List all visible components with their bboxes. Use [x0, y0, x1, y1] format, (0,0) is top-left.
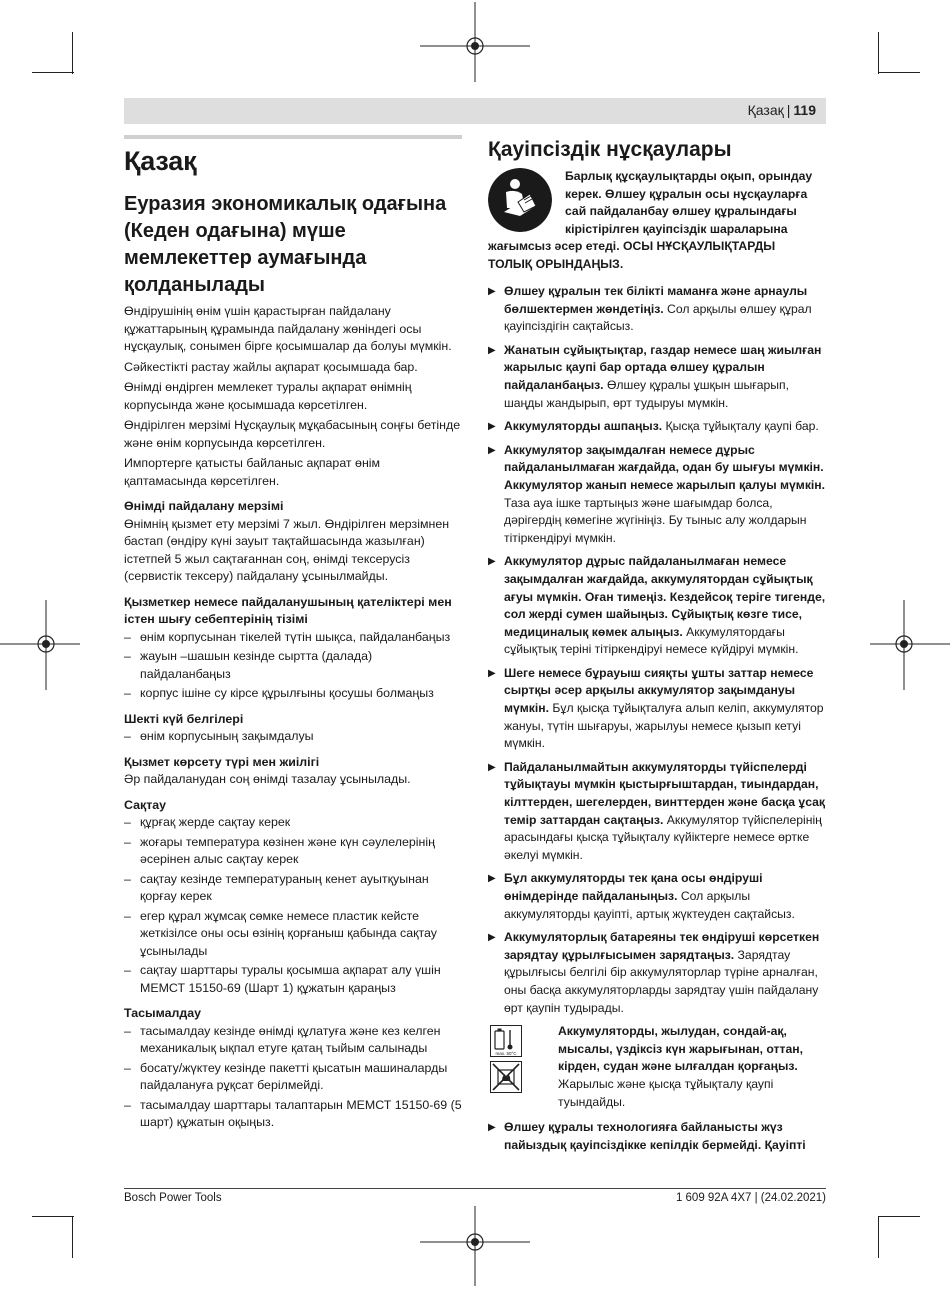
read-manual-icon	[488, 168, 552, 232]
list-item: – тасымалдау кезінде өнімді құлатуға және кез келген механикалық ықпал етуге қатаң тыйым салынады	[124, 1023, 462, 1058]
footer-doc-number: 1 609 92A 4X7 | (24.02.2021)	[675, 1192, 826, 1204]
bullet-bold-text: Аккумуляторлық батареяны тек өндіруші көрсеткен зарядтау құрылғысымен зарядтаңыз.	[504, 930, 820, 962]
bullet-text: Өлшеу құралы ұшқын шығарып, шаңды жандырып, өрт тудыруы мүмкін.	[504, 377, 790, 410]
subheading-limit-states: Шекті күй белгілері	[124, 711, 244, 726]
list-item: – құрғақ жерде сақтау керек	[124, 814, 462, 832]
battery-protection-note	[488, 1023, 826, 1111]
bullet-bold-text: Жанатын сұйықтықтар, газдар немесе шаң жиылған жарылыс қаупі бар ортада өлшеу құралын пайдаланбаңыз.	[504, 342, 822, 392]
safety-bullet	[488, 870, 826, 923]
header-text: Қазақ | 119	[747, 102, 816, 118]
subheading-errors: Қызметкер немесе пайдаланушының қателіктері мен істен шығу себептерінің тізімі	[124, 594, 452, 626]
safety-bullet	[488, 283, 826, 336]
icon-note-bold: Аккумуляторды, жылудан, сондай-ақ, мысалы, үздіксіз күн жарығынан, оттан, кірден, судан және ылғалдан қорғаңыз.	[558, 1024, 803, 1074]
bullet-bold-text: Өлшеу құралы технологияға байланысты жүз пайыздық қауіпсіздікке кепілдік бермейді. Қауіпті	[504, 1120, 806, 1152]
warning-line: жағымсыз әсер етеді. ОСЫ НҰСҚАУЛЫҚТАРДЫ	[488, 239, 776, 253]
footer-rule	[124, 1188, 826, 1189]
bullet-text: Аккумулятордағы сұйықтық теріні тітіркендіруі немесе күйдіруі мүмкін.	[504, 624, 799, 657]
safety-bullet	[488, 759, 826, 865]
bullet-text: Сол арқылы өлшеу құрал қауіпсіздігін сақтайсыз.	[504, 301, 812, 334]
crop-mark	[878, 72, 920, 73]
subheading-transport: Тасымалдау	[124, 1006, 202, 1020]
list-item: – жоғары температура көзінен және күн сәулелерінің әсерінен алыс сақтау керек	[124, 834, 462, 869]
bullet-text: Сол арқылы аккумуляторды қауіпті, артық жүктеуден сақтайсыз.	[504, 889, 795, 921]
subheading-storage: Сақтау	[124, 797, 167, 812]
safety-bullet	[488, 665, 826, 753]
paragraph: Өндірушінің өнім үшін қарастырған пайдалану құжаттарының құрамында пайдалану жөніндегі осы нұсқаулық, сонымен бірге қосымшалар да болуы мүмкін.	[124, 304, 452, 353]
list-item: – жауын –шашын кезінде сыртта (далада) пайдаланбаңыз	[124, 648, 462, 683]
bullet-bold-text: Өлшеу құралын тек білікті маманға және арнаулы бөлшектермен жөндетіңіз.	[504, 284, 808, 316]
registration-mark-icon	[870, 600, 950, 690]
bullet-bold-text: Аккумулятор дұрыс пайдаланылмаған немесе зақымдалған жағдайда, аккумулятордан сұйықтық ағуы мүмкін. Оған тимеңіз. Кездейсоқ теріге тигенде, сол жерді сумен шайыңыз. Сұйықтық көзге тисе, медициналық көмек алыңыз.	[504, 554, 826, 639]
safety-title: Қауіпсіздік нұсқаулары	[488, 138, 732, 161]
subheading-maintenance: Қызмет көрсету түрі мен жиілігі	[124, 754, 320, 769]
warning-line: ТОЛЫҚ ОРЫНДАҢЫЗ.	[488, 256, 624, 271]
temp-icon-label: max. 50°C	[495, 1051, 517, 1057]
bullet-bold-text: Бұл аккумуляторды тек қана осы өндіруші өнімдерінде пайдаланыңыз.	[504, 871, 763, 903]
warning-line: кірістірілген қауіпсіздік шараларына	[565, 221, 788, 236]
right-column	[488, 138, 826, 1160]
list-item: – егер құрал жұмсақ сөмке немесе пластик кейсте жеткізілсе оны осы өзінің қорғаныш қабында сақтау ұсынылады	[124, 908, 462, 961]
crop-mark	[72, 1216, 73, 1258]
paragraph: Өнімді өндірген мемлекет туралы ақпарат өнімнің корпусында және қосымшада көрсетілген.	[124, 380, 412, 412]
crop-mark	[878, 32, 879, 74]
warning-line: сай пайдаланбау өлшеу құралындағы	[565, 204, 797, 218]
paragraph: Өнімнің қызмет ету мерзімі 7 жыл. Өндірілген мерзімнен бастап (өндіру күні зауыт тақтайшасында жазылған) істетпей 5 жыл сақтағаннан соң, өнімді тексерусіз (сервистік тексеру) пайдалану ұсынылмайды.	[124, 516, 450, 583]
safety-bullet	[488, 1119, 826, 1154]
list-item: – тасымалдау шарттары талаптарын МЕМСТ 15150-69 (5 шарт) құжатын оқыңыз.	[124, 1097, 462, 1132]
bullet-text: Зарядтау құрылғысы белгілі бір аккумуляторлар түріне арналған, оны басқа аккумуляторларды зарядтау үшін пайдалану өрт қаупін тудырады.	[504, 947, 819, 1015]
no-fire-water-icon	[490, 1061, 522, 1093]
bullet-bold-text: Аккумуляторды ашпаңыз.	[504, 419, 663, 434]
paragraph: Әр пайдаланудан соң өнімді тазалау ұсынылады.	[124, 772, 411, 786]
list-item: – сақтау кезінде температураның кенет ауытқуынан қорғау керек	[124, 871, 462, 906]
registration-mark-icon	[420, 1206, 530, 1286]
read-instructions-warning	[488, 168, 826, 273]
safety-bullet	[488, 342, 826, 412]
list-item: – сақтау шарттары туралы қосымша ақпарат алу үшін МЕМСТ 15150-69 (Шарт 1) құжатын қараңыз	[124, 962, 462, 997]
paragraph: Импортерге қатысты байланыс ақпарат өнім қаптамасында көрсетілген.	[124, 456, 381, 488]
warning-line: Барлық құсқаулықтарды оқып, орындау	[565, 169, 813, 183]
crop-mark	[878, 1216, 920, 1217]
page-header	[124, 98, 826, 124]
page-number: 119	[793, 102, 816, 118]
safety-bullet	[488, 418, 826, 436]
bullet-text: Таза ауа ішке тартыңыз және шағымдар болса, дәрігердің көмегіне жүгініңіз. Бу тыныс алу жолдарын тітіркендіруі мүмкін.	[504, 495, 807, 545]
icon-note-text: Жарылыс және қысқа тұйықталу қаупі туындайды.	[558, 1076, 774, 1109]
bullet-text: Аккумулятор түйіспелерінің арасындағы қысқа тұйықталу күйіктерге немесе өртке әкелуі мүмкін.	[504, 812, 822, 862]
bullet-text: Бұл қысқа тұйықталуға алып келіп, аккумулятор жануы, түтін шығаруы, жарылуы немесе қызып кетуі мүмкін.	[504, 701, 824, 751]
bullet-text: Қысқа тұйықталу қаупі бар.	[662, 419, 819, 434]
list-item: – өнім корпусынан тікелей түтін шықса, пайдаланбаңыз	[124, 629, 462, 647]
column-rule	[124, 135, 462, 139]
crop-mark	[32, 72, 74, 73]
warning-line: керек. Өлшеу құралын осы нұсқауларға	[565, 186, 808, 201]
list-item: – корпус ішіне су кірсе құрылғыны қосушы болмаңыз	[124, 685, 462, 703]
section-title: Қазақ	[124, 146, 197, 176]
crop-mark	[72, 32, 73, 74]
bullet-bold-text: Пайдаланылмайтын аккумуляторды түйіспелерді тұйықтауы мүмкін қыстырғыштардан, тиындардан, кілттерден, шегелерден, винттерден және басқа ұсақ темір заттардан сақтаңыз.	[504, 759, 826, 827]
list-item: – босату/жүктеу кезінде пакетті қысатын машиналарды пайдалануға рұқсат берілмейді.	[124, 1060, 462, 1095]
header-section: Қазақ	[747, 102, 784, 118]
registration-mark-icon	[0, 600, 80, 690]
subheading-service-life: Өнімді пайдалану мерзімі	[124, 499, 284, 513]
list-item: – өнім корпусының зақымдалуы	[124, 728, 462, 746]
crop-mark	[878, 1216, 879, 1258]
section-heading: Еуразия экономикалық одағына (Кеден одағына) мүше мемлекеттер аумағында қолданылады	[124, 193, 447, 296]
bullet-bold-text: Аккумулятор зақымдалған немесе дұрыс пайдаланылмаған жағдайда, одан бу шығуы мүмкін. Аккумулятор жанып немесе жарылып қалуы мүмкін.	[504, 442, 826, 492]
temperature-warning-icon	[490, 1025, 522, 1057]
safety-bullet	[488, 553, 826, 659]
paragraph: Өндірілген мерзімі Нұсқаулық мұқабасының соңғы бетінде және өнім корпусында көрсетілген.	[124, 418, 461, 450]
safety-bullet	[488, 929, 826, 1017]
crop-mark	[32, 1216, 74, 1217]
footer-brand: Bosch Power Tools	[124, 1192, 222, 1204]
registration-mark-icon	[420, 2, 530, 82]
bullet-bold-text: Шеге немесе бұрауыш сияқты ұшты заттар немесе сыртқы әсер арқылы аккумулятор зақымдануы мүмкін.	[504, 665, 814, 716]
left-column	[124, 146, 462, 1134]
paragraph: Сәйкестікті растау жайлы ақпарат қосымшада бар.	[124, 359, 418, 374]
safety-bullet	[488, 442, 826, 548]
